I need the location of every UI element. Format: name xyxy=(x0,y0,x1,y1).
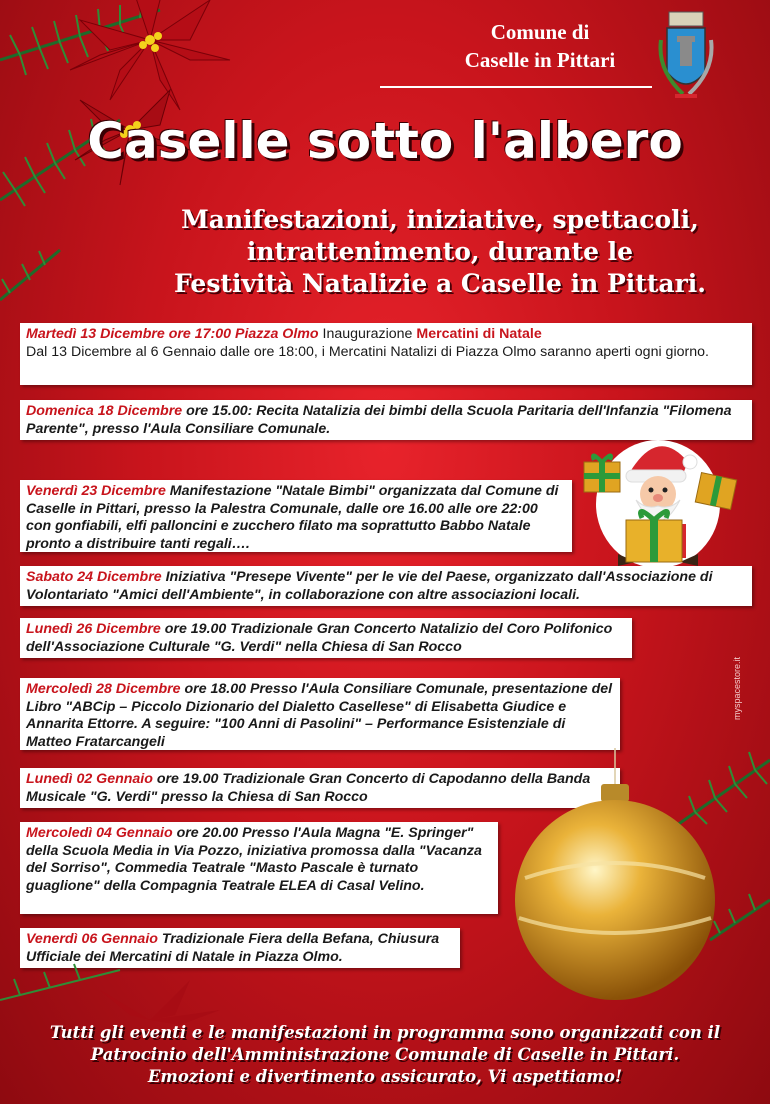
event-date: Domenica 18 Dicembre xyxy=(26,403,183,419)
event-item xyxy=(20,618,632,658)
org-line-1: Comune di xyxy=(490,20,590,44)
event-item xyxy=(20,822,498,914)
subtitle-line-3: Festività Natalizie a Caselle in Pittari. xyxy=(174,269,706,298)
event-details: Dal 13 Dicembre al 6 Gennaio dalle ore 18:00, i Mercatini Natalizi di Piazza Olmo saranno aperti ogni giorno. xyxy=(26,343,709,360)
designer-credit: myspacestore.it xyxy=(732,656,742,720)
poster-footer xyxy=(0,1022,770,1088)
event-date: Mercoledì 04 Gennaio xyxy=(26,825,173,841)
subtitle-line-1: Manifestazioni, iniziative, spettacoli, xyxy=(181,205,699,234)
gift-icon xyxy=(622,506,686,564)
org-line-2: Caselle in Pittari xyxy=(464,48,616,72)
event-item xyxy=(20,566,752,606)
coat-of-arms-icon xyxy=(655,10,717,105)
event-time: ore 17:00 Piazza Olmo xyxy=(168,326,319,342)
event-date: Lunedì 26 Dicembre xyxy=(26,621,161,637)
poinsettia-icon xyxy=(0,960,260,1030)
event-desc: Inaugurazione xyxy=(318,326,417,342)
christmas-ornament-icon xyxy=(505,748,715,1008)
event-desc: ore 19.00 Tradizionale Gran Concerto di Capodanno della Banda Musicale "G. Verdi" presso la Chiesa di San Rocco xyxy=(26,771,591,805)
poinsettia-icon xyxy=(60,0,260,200)
event-item xyxy=(20,678,620,750)
event-date: Venerdì 06 Gennaio xyxy=(26,931,158,947)
event-desc: ore 18.00 Presso l'Aula Consiliare Comunale, presentazione del Libro "ABCip – Piccolo Dizionario del Dialetto Casellese" di Elisabetta Giudice e Annarita Ettorre. A seguire: "100 Anni di Pasolini" – Performance Esistenziale di Matteo Fratarcangeli xyxy=(26,681,613,750)
event-item xyxy=(20,480,572,552)
event-date: Mercoledì 28 Dicembre xyxy=(26,681,181,697)
subtitle-line-2: intrattenimento, durante le xyxy=(246,237,634,266)
footer-line-2: Patrocinio dell'Amministrazione Comunale di Caselle in Pittari. xyxy=(90,1045,680,1064)
footer-line-3: Emozioni e divertimento assicurato, Vi aspettiamo! xyxy=(147,1067,623,1086)
event-item xyxy=(20,323,752,385)
poster-subtitle xyxy=(140,204,740,300)
municipality-name xyxy=(440,18,640,74)
event-highlight: Mercatini di Natale xyxy=(416,326,542,342)
event-desc: ore 15.00: Recita Natalizia dei bimbi della Scuola Paritaria dell'Infanzia "Filomena Parente", presso l'Aula Consiliare Comunale. xyxy=(26,403,732,437)
event-date: Venerdì 23 Dicembre xyxy=(26,483,166,499)
footer-line-1: Tutti gli eventi e le manifestazioni in programma sono organizzati con il xyxy=(49,1023,721,1042)
event-desc: Tradizionale Fiera della Befana, Chiusura Ufficiale dei Mercatini di Natale in Piazza Olmo. xyxy=(26,931,440,965)
event-date: Martedì 13 Dicembre xyxy=(26,326,165,342)
event-desc: Manifestazione "Natale Bimbi" organizzata dal Comune di Caselle in Pittari, presso la Palestra Comunale, dalle ore 16.00 alle ore 22:00 con gonfiabili, elfi palloncini e zucchero filato ma soprattutto Babbo Natale pronto a distribuire tanti regali…. xyxy=(26,483,559,552)
gift-icon xyxy=(694,462,738,510)
header-divider xyxy=(380,86,652,88)
event-date: Sabato 24 Dicembre xyxy=(26,569,162,585)
gift-icon xyxy=(580,448,624,496)
event-date: Lunedì 02 Gennaio xyxy=(26,771,153,787)
event-desc: ore 19.00 Tradizionale Gran Concerto Natalizio del Coro Polifonico dell'Associazione Culturale "G. Verdi" nella Chiesa di San Rocco xyxy=(26,621,613,655)
event-desc: Iniziativa "Presepe Vivente" per le vie del Paese, organizzato dall'Associazione di Volontariato "Amici dell'Ambiente", in collaborazione con altre associazioni locali. xyxy=(26,569,713,603)
event-desc: ore 20.00 Presso l'Aula Magna "E. Springer" della Scuola Media in Via Pozzo, iniziativa promossa dalla "Vacanza del Sorriso", Commedia Teatrale "Masto Pascale è turnato guaglione" della Compagnia Teatrale ELEA di Casal Velino. xyxy=(26,825,482,894)
poster-title: Caselle sotto l'albero xyxy=(87,112,683,170)
